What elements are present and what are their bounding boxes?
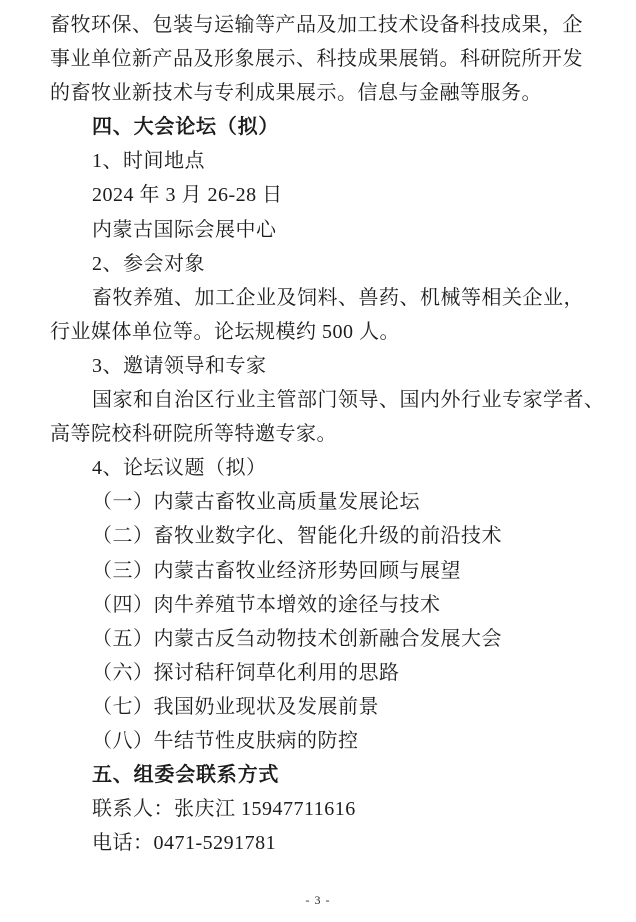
contact-phone-line: 电话：0471-5291781 bbox=[92, 832, 277, 855]
section-heading-forum: 四、大会论坛（拟） bbox=[92, 116, 280, 139]
subitem-attendees: 2、参会对象 bbox=[92, 252, 205, 275]
paragraph-line: 事业单位新产品及形象展示、科技成果展销。科研院所开发 bbox=[50, 48, 583, 71]
document-body bbox=[50, 8, 605, 860]
section-heading-contact: 五、组委会联系方式 bbox=[92, 764, 280, 787]
contact-person-line: 联系人：张庆江 15947711616 bbox=[92, 798, 356, 821]
forum-topic-item: （三）内蒙古畜牧业经济形势回顾与展望 bbox=[92, 559, 461, 582]
page-number: - 3 - bbox=[305, 893, 331, 907]
forum-topic-item: （五）内蒙古反刍动物技术创新融合发展大会 bbox=[92, 627, 502, 650]
date-line: 2024 年 3 月 26-28 日 bbox=[92, 184, 283, 207]
forum-topic-item: （七）我国奶业现状及发展前景 bbox=[92, 695, 379, 718]
paragraph-line: 高等院校科研院所等特邀专家。 bbox=[50, 423, 337, 446]
paragraph-line: 畜牧环保、包装与运输等产品及加工技术设备科技成果，企 bbox=[50, 14, 583, 36]
forum-topic-item: （六）探讨秸秆饲草化利用的思路 bbox=[92, 661, 400, 684]
subitem-time-place: 1、时间地点 bbox=[92, 150, 205, 173]
paragraph-line: 的畜牧业新技术与专利成果展示。信息与金融等服务。 bbox=[50, 82, 542, 105]
forum-topic-item: （一）内蒙古畜牧业高质量发展论坛 bbox=[92, 491, 420, 514]
forum-topic-item: （四）肉牛养殖节本增效的途径与技术 bbox=[92, 593, 441, 616]
subitem-forum-topics: 4、论坛议题（拟） bbox=[92, 457, 267, 480]
venue-line: 内蒙古国际会展中心 bbox=[92, 218, 277, 241]
forum-topic-item: （八）牛结节性皮肤病的防控 bbox=[92, 729, 359, 752]
subitem-invited-experts: 3、邀请领导和专家 bbox=[92, 354, 267, 377]
paragraph-line: 行业媒体单位等。论坛规模约 500 人。 bbox=[50, 320, 400, 343]
forum-topic-item: （二）畜牧业数字化、智能化升级的前沿技术 bbox=[92, 525, 502, 548]
paragraph-line: 畜牧养殖、加工企业及饲料、兽药、机械等相关企业， bbox=[92, 286, 584, 309]
paragraph-line: 国家和自治区行业主管部门领导、国内外行业专家学者、 bbox=[92, 389, 605, 412]
